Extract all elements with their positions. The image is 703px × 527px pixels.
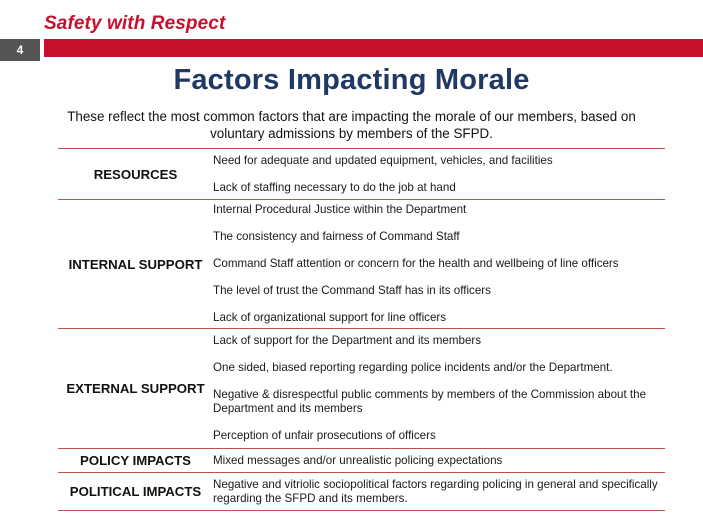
category-row-internal-support: [58, 200, 665, 329]
factors-table: [58, 148, 665, 511]
category-items: [213, 449, 665, 473]
category-label: INTERNAL SUPPORT: [58, 200, 213, 329]
factor-item: Perception of unfair prosecutions of officers: [213, 429, 436, 442]
category-row-resources: [58, 149, 665, 200]
category-row-policy-impacts: [58, 449, 665, 473]
category-items: [213, 329, 665, 449]
brand-title: Safety with Respect: [44, 13, 226, 34]
page-subtitle: These reflect the most common factors that are impacting the morale of our members, based on voluntary admissions by members of the SFPD.: [67, 109, 636, 141]
factor-item: Lack of support for the Department and its members: [213, 334, 482, 347]
factor-item: Lack of staffing necessary to do the job at hand: [213, 180, 456, 194]
factor-item: The level of trust the Command Staff has in its officers: [213, 284, 491, 297]
category-label: POLICY IMPACTS: [58, 449, 213, 473]
factor-item: Mixed messages and/or unrealistic policing expectations: [213, 453, 503, 467]
factor-item: Need for adequate and updated equipment, vehicles, and facilities: [213, 153, 553, 167]
category-items: [213, 149, 665, 200]
factor-item: The consistency and fairness of Command Staff: [213, 230, 460, 243]
category-label: POLITICAL IMPACTS: [58, 473, 213, 511]
category-items: [213, 473, 665, 511]
category-row-political-impacts: [58, 473, 665, 511]
category-items: [213, 200, 665, 329]
category-label: RESOURCES: [58, 149, 213, 200]
factor-item: Negative and vitriolic sociopolitical factors regarding policing in general and specifically regarding the SFPD and its members.: [213, 477, 658, 505]
category-label: EXTERNAL SUPPORT: [58, 329, 213, 449]
factor-item: One sided, biased reporting regarding police incidents and/or the Department.: [213, 361, 613, 374]
slide-number: 4: [0, 39, 40, 61]
category-row-external-support: [58, 329, 665, 449]
header-bar: [44, 39, 703, 57]
factor-item: Negative & disrespectful public comments by members of the Commission about the Department and its members: [213, 388, 647, 415]
factor-item: Internal Procedural Justice within the Department: [213, 203, 467, 216]
page-title: Factors Impacting Morale: [173, 64, 530, 96]
factor-item: Command Staff attention or concern for the health and wellbeing of line officers: [213, 257, 619, 270]
factor-item: Lack of organizational support for line officers: [213, 311, 447, 324]
